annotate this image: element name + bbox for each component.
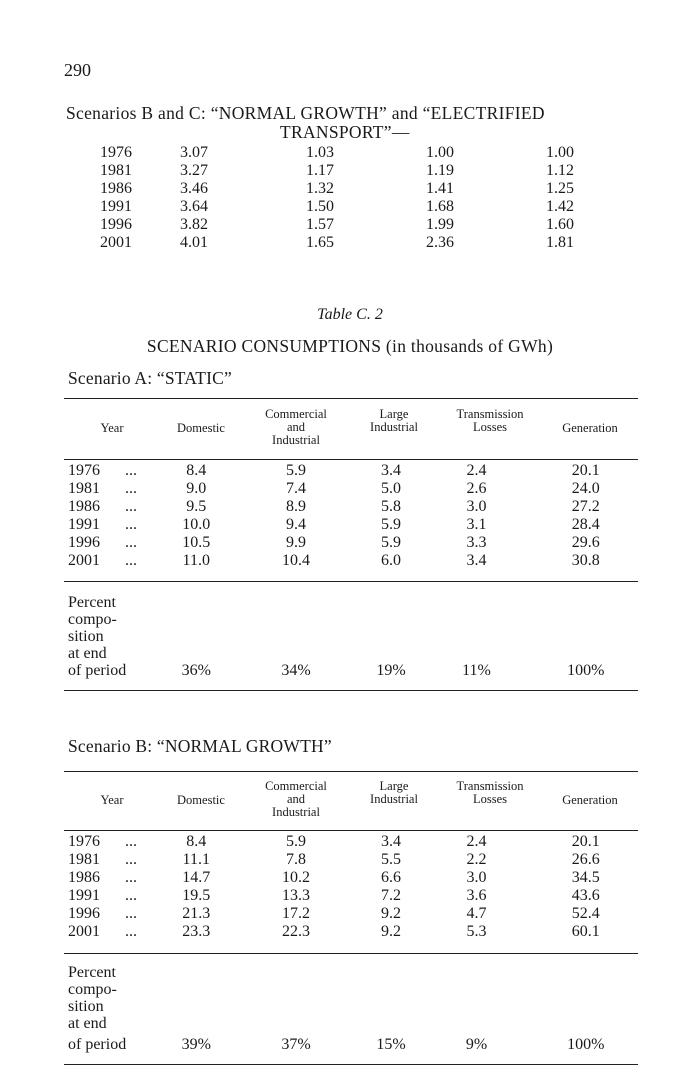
col-large: Large Industrial: [370, 407, 418, 434]
percent-row: of period 39% 37% 15% 9% 100%: [68, 1036, 605, 1053]
table-row: 1991 ... 10.0 9.4 5.9 3.1 28.4: [68, 516, 600, 533]
ratio-table: [100, 144, 620, 252]
scenario-a-table: [68, 462, 638, 570]
table-row: 1976 ... 8.4 5.9 3.4 2.4 20.1: [68, 833, 600, 850]
ratio-row: 1976 3.07 1.03 1.00 1.00: [100, 144, 574, 161]
percent-label: Percent compo- sition at end: [68, 964, 117, 1032]
scenario-b-table: [68, 833, 638, 941]
col-transmission: Transmission Losses: [456, 779, 524, 806]
table-rule: [64, 953, 638, 954]
table-rule: [64, 771, 638, 772]
table-rule: [64, 830, 638, 831]
table-row: 1976 ... 8.4 5.9 3.4 2.4 20.1: [68, 462, 600, 479]
col-transmission: Transmission Losses: [456, 407, 524, 434]
table-rule: [64, 1064, 638, 1065]
table-row: 1986 ... 9.5 8.9 5.8 3.0 27.2: [68, 498, 600, 515]
table-row: 1991 ... 19.5 13.3 7.2 3.6 43.6: [68, 887, 600, 904]
col-domestic: Domestic: [177, 793, 225, 807]
table-row: 1996 ... 10.5 9.9 5.9 3.3 29.6: [68, 534, 600, 551]
table-row: 2001 ... 11.0 10.4 6.0 3.4 30.8: [68, 552, 600, 569]
scenarios-bc-heading-cont: TRANSPORT”—: [280, 122, 410, 142]
table-row: 1981 ... 11.1 7.8 5.5 2.2 26.6: [68, 851, 600, 868]
col-year: Year: [100, 793, 124, 807]
table-row: 1986 ... 14.7 10.2 6.6 3.0 34.5: [68, 869, 600, 886]
page-number: 290: [64, 60, 91, 80]
scenarios-bc-heading: Scenarios B and C: “NORMAL GROWTH” and “ELECTRIFIED: [66, 103, 545, 123]
col-commercial: Commercial and Industrial: [265, 407, 327, 447]
ratio-row: 1986 3.46 1.32 1.41 1.25: [100, 180, 574, 197]
ratio-row: 1981 3.27 1.17 1.19 1.12: [100, 162, 574, 179]
scenario-a-label: Scenario A: “STATIC”: [68, 368, 232, 388]
percent-row: of period 36% 34% 19% 11% 100%: [68, 662, 605, 679]
table-caption: Table C. 2: [317, 306, 383, 323]
percent-label: Percent compo- sition at end: [68, 594, 117, 662]
col-generation: Generation: [562, 421, 618, 435]
table-rule: [64, 581, 638, 582]
table-row: 2001 ... 23.3 22.3 9.2 5.3 60.1: [68, 923, 600, 940]
col-domestic: Domestic: [177, 421, 225, 435]
col-large: Large Industrial: [370, 779, 418, 806]
col-generation: Generation: [562, 793, 618, 807]
table-rule: [64, 690, 638, 691]
table-row: 1981 ... 9.0 7.4 5.0 2.6 24.0: [68, 480, 600, 497]
scenario-b-label: Scenario B: “NORMAL GROWTH”: [68, 736, 332, 756]
ratio-row: 2001 4.01 1.65 2.36 1.81: [100, 234, 574, 251]
ratio-row: 1991 3.64 1.50 1.68 1.42: [100, 198, 574, 215]
ratio-row: 1996 3.82 1.57 1.99 1.60: [100, 216, 574, 233]
col-year: Year: [100, 421, 124, 435]
col-commercial: Commercial and Industrial: [265, 779, 327, 819]
table-title: SCENARIO CONSUMPTIONS (in thousands of GWh): [146, 336, 554, 356]
table-rule: [64, 459, 638, 460]
table-rule: [64, 398, 638, 399]
table-row: 1996 ... 21.3 17.2 9.2 4.7 52.4: [68, 905, 600, 922]
